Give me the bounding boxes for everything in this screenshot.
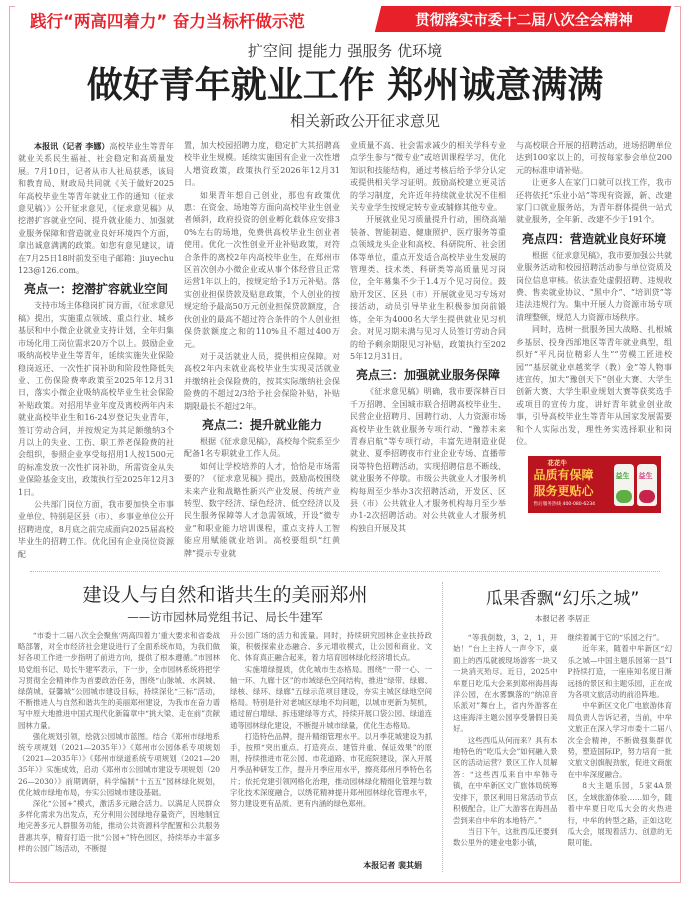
melon-article-title: 瓜果香飘“幻乐之城” xyxy=(485,589,640,609)
article-intro: 高校毕业生等青年就业关系民生福祉、社会稳定和高质量发展。7月10日，记者从市人社局获悉，该局和教育局、财政局共同就《关于做好2025年高校毕业生等青年就业工作的通知（征求意见稿）》公开征求意见，《征求意见稿》从挖潜扩容就业空间、提升就业能力、加强就业服务保障和营造就业良好环境四个方面，拿出诚意满满的政策。如您有意见建议，请在7月25日18时前发至电子邮箱：jiuyechu123@126.com。 xyxy=(18,142,174,276)
paragraph: 让更多人在家门口就可以找工作，我市还将依托“乐业小站”等现有资源，新、改建家门口就业服务站，为青年群体提供一站式就业服务，全年新、改建不少于191个。 xyxy=(516,178,672,225)
paragraph: 开展就业见习质量提升行动，围绕高端装备、智能制造、健康照护、医疗服务等重点领域龙头企业和高校、科研院所、社会团体等单位，重点开发适合高校毕业生发展的管理类、技术类、科研类等高质量见习岗位，全年募集不少于1.4万个见习岗位。鼓励开发区、区县（市）开展就业见习专场对接活动，动员引导毕业生积极参加岗前锻炼，全年为4000名大学生提供就业见习机会。对见习期未满与见习人员签订劳动合同的给予剩余期限见习补贴，政策执行至2025年12月31日。 xyxy=(350,215,506,361)
paragraph: 近年来，随着中牟新区“幻乐之城—中国主题乐园第一县”IP持续打造，一座座知名度日渐远扬的景区和主题乐园，正在成为各项文旅活动的前沿阵地。 xyxy=(567,644,672,700)
park-article-title: 建设人与自然和谐共生的美丽郑州 xyxy=(82,584,368,606)
paragraph: 置，加大校园招聘力度，稳定扩大其招聘高校毕业生规模。延续实施国有企业一次性增人增资政策，政策执行至2026年12月31日。 xyxy=(184,141,340,188)
melon-article-body xyxy=(453,632,672,849)
section-divider xyxy=(30,571,660,572)
paragraph: 升公园广场的活力和流量。同时，持续研究园林企业扶持政策，积极探索业态融合、多元增收模式，让公园和商业、文化、体育真正融合起来，着力培育园林绿化经济增长点。 xyxy=(230,631,432,663)
paragraph: “市委十二届八次全会聚焦‘两高四着力’重大要求和省委战略部署，对全市经济社会建设进行了全面系统布局，为我们做好各项工作进一步指明了前进方向，提供了根本遵循。”市园林局党组书记、局长牛建军表示，下一步，全市园林系统将把学习贯彻全会精神作为首要政治任务，围绕“山脉城、水润城、绿荫城、昼馨城”公园城市建设目标，持续深化“三标”活动，不断推进人与自然和谐共生的美丽郑州建设，为我市在奋力谱写中原大地推进中国式现代化新篇章中“挑大梁、走在前”贡献园林力量。 xyxy=(18,631,220,730)
paragraph: 8大主题乐园，5家4A景区，全域旅游体验……如今，随着中牟夏日吃瓜大会的火热进行，中牟的转型之路，正如这吃瓜大会，展现着活力、创意的无限可能。 xyxy=(567,781,672,848)
paragraph: 公共部门岗位方面，我市要加快全市事业单位、特别是区县（市）、乡事业单位公开招聘进度，8月底之前完成面向2025届高校毕业生的招聘工作。优化国有企业岗位资源配 xyxy=(18,499,174,559)
park-article-body xyxy=(18,630,432,854)
paragraph: “等我倒数，3，2，1，开始！”台上主持人一声令下，桌面上的西瓜就被现场游客一块又一块消灭殆尽。近日，2025中牟夏日吃瓜大会来到郑州海昌海洋公园，在水雾飘落的“纳凉音乐派对”舞台上，省内外游客在这座海洋主题公园享受暑假日美好。 xyxy=(453,633,558,734)
highlight-heading-4: 亮点四：营造就业良好环境 xyxy=(521,231,666,246)
fruit-icon xyxy=(639,490,655,503)
main-headline: 做好青年就业工作 郑州诚意满满 xyxy=(86,65,604,106)
page-frame xyxy=(9,6,681,883)
paragraph: 根据《征求意见稿》，我市要加强公共就业服务活动和校园招聘活动参与单位资质及岗位信息审核。依法查处虚假招聘、违规收费、售卖就业协议、“黑中介”、“培训贷”等违法违规行为。集中开展人力资源市场专项清理整顿，规范人力资源市场秩序。 xyxy=(516,250,672,322)
paragraph: 强化规划引领，绘就公园城市蓝图。结合《郑州市绿地系统专项规划（2021—2035年）》《郑州市公园体系专项规划（2021—2035年）》《郑州市绿道系统专项规划（2021—2035年）》实施成效，启动《郑州市公园城市建设专项规划（2026—2030）》前期调研，科学编制“十五五”园林绿化规划，优化城市绿地布局，夯实公园城市建设基础。 xyxy=(18,731,220,797)
article-column-4 xyxy=(516,140,672,513)
melon-article-column-left xyxy=(453,632,558,849)
park-article-subtitle: ——访市园林局党组书记、局长牛建军 xyxy=(127,610,323,624)
article-byline: 本报讯（记者 李娜） xyxy=(34,141,110,151)
paragraph: 中牟新区文化广电旅游体育局负责人告诉记者，当前，中牟文旅正在深入学习市委十二届八次全会精神，不断做强集群优势，塑造国际IP，努力培育一批文旅文创旗舰劲旅，促进文商旅在中牟深度融合。 xyxy=(567,701,672,779)
ad-slogan-line-2: 服务更贴心 xyxy=(533,484,594,499)
banner-slogan: 践行“两高四着力” 奋力当标杆做示范 xyxy=(26,8,309,32)
fruit-icon xyxy=(616,490,632,503)
ad-brand-logo: 花花牛 xyxy=(547,459,567,468)
ad-slogan-line-1: 品质有保障 xyxy=(533,468,594,483)
paragraph: 根据《征求意见稿》，高校每个院系至少配备1名专职就业工作人员。 xyxy=(184,436,340,459)
paragraph: 如果青年想自己创业，那也有政策优惠：在资金、场地等方面向高校毕业生创业者倾斜，政府投资的创业孵化载体应安排30%左右的场地，免费供高校毕业生创业者使用。优化一次性创业开业补贴政策，对符合条件的离校2年内高校毕业生，在郑州市区首次创办小微企业或从事个体经营且正常运营1年以上的，按规定给予1万元补贴。落实创业担保贷款及贴息政策，个人创业的按规定给予最高50万元创业担保贷款额度，合伙创业的最高不超过符合条件的个人创业担保贷款额度之和的110%且不超过400万元。 xyxy=(184,190,340,349)
headline-kicker: 扩空间 提能力 强服务 优环境 xyxy=(247,42,443,60)
melon-article-byline: 本报记者 李居正 xyxy=(535,614,590,623)
highlight-heading-2: 亮点二：提升就业能力 xyxy=(201,417,322,432)
headline-subhead: 相关新政公开征求意见 xyxy=(289,112,440,130)
bottom-section xyxy=(18,582,672,872)
page-frame-corner xyxy=(9,6,15,7)
section-banner xyxy=(18,6,672,36)
paragraph: 当日下午，这批西瓜还要到数公里外的建业电影小镇， xyxy=(453,826,558,848)
melon-article-column-right xyxy=(568,632,673,849)
park-article-column-right xyxy=(230,630,432,809)
paragraph: 继续着属于它的“乐园之行”。 xyxy=(567,633,664,642)
paragraph: 业质量不高、社会需求减少的相关学科专业点学生参与“微专业”或培训课程学习，优化知识和技能结构，通过考核后给予学分认定或提供相关学习证明。鼓励高校建立更灵活的学习制度，允许近年持续就业状况不佳相关专业学生按规定转专业或辅修其他专业。 xyxy=(350,141,506,213)
page-frame-corner xyxy=(674,6,681,7)
paragraph: 如何让学校培养的人才，恰恰是市场需要的？《征求意见稿》提出，鼓励高校围绕未来产业和战略性新兴产业发展、传统产业转型、数字经济、绿色经济、低空经济以及民生服务保障等人才急需领域，开设“微专业”和职业能力培训课程，重点支持人工智能应用赋能就业培训。高校要组织“红黄牌”提示专业就 xyxy=(184,461,340,558)
ad-service-hotline: 售后服务热线 400-080-6234 xyxy=(533,502,596,508)
paragraph: 与高校联合开展的招聘活动，进场招聘单位达到100家以上的，可按每家参会单位200元的标准申请补贴。 xyxy=(516,141,672,175)
main-article-body xyxy=(18,140,672,561)
paragraph: 深化“公园+”模式，激活多元融合活力。以满足人民群众多样化需求为出发点，充分利用公园绿地存量资产，因地制宜地完善多元人群服务功能，推动公共资源科学配置和公共服务普惠共享，精育打造一批“公园+”特色园区，持续举办丰富多样的公园广场活动，不断提 xyxy=(18,799,220,853)
paragraph: 支持市场主体稳岗扩岗方面，《征求意见稿》提出，实施重点领域、重点行业、城乡基层和中小微企业就业支持计划，全年归集市场化用工岗位需求20万个以上。鼓励企业吸纳高校毕业生等青年，延续实施失业保险稳岗返还、一次性扩岗补助和阶段性降低失业、工伤保险费率政策至2025年12月31日，落实小微企业吸纳高校毕业生社会保险补贴政策。对招用毕业年度及离校两年内未就业高校毕业生和16-24岁登记失业青年，签订劳动合同，并按规定为其足额缴纳3个月以上的失业、工伤、职工养老保险费的社会组织，参照企业享受每招用1人按1500元的标准发放一次性扩岗补助，所需资金从失业保险基金支出，政策执行至2025年12月31日。 xyxy=(18,301,174,497)
yogurt-pack-icon xyxy=(614,464,634,506)
yogurt-pack-icon xyxy=(637,464,657,506)
pack-label: 益生 xyxy=(638,472,653,481)
park-article-column-left xyxy=(18,630,220,854)
melon-article xyxy=(443,582,672,872)
article-lead xyxy=(18,140,174,277)
article-column-2 xyxy=(184,140,340,560)
article-column-1 xyxy=(18,140,174,561)
highlight-heading-1: 亮点一：挖潜扩容就业空间 xyxy=(23,282,168,297)
paragraph: 《征求意见稿》明确，我市要深耕百日千万招聘、全国城市联合招聘高校毕业生、民营企业招聘月、国聘行动、人力资源市场高校毕业生就业服务专项行动、“豫荐未来青春启航”等专项行动，丰富先进制造业促就业、夏季招聘夜市行业企业专场、直播带岗等特色招聘活动，实现招聘信息不断线、就业服务不停歇。市级公共就业人才服务机构每周至少举办3次招聘活动，开发区、区县（市）公共就业人才服务机构每月至少举办1-2次招聘活动。对公共就业人才服务机构独自开展及其 xyxy=(350,387,506,533)
banner-tag: 贯彻落实市委十二届八次全会精神 xyxy=(415,13,633,29)
park-article xyxy=(18,582,442,872)
paragraph: 同时，选树一批服务国大战略、扎根城乡基层、投身西部地区等青年就业典型，组织好“平凡岗位精彩人生”“劳模工匠进校园”“基层就业卓越奖学（教）金”等人物事迹宣传，加大“豫创天下”创业大赛、大学生创新大赛、大学生职业规划大赛等获奖选手或项目的宣传力度，讲好青年就业创业故事，引导高校毕业生等青年从国家发展需要和个人实际出发，理性务实选择职业和岗位。 xyxy=(516,325,672,446)
article-column-3 xyxy=(350,140,506,535)
pack-label: 益生 xyxy=(615,472,630,481)
paragraph: 打造特色品牌，提升精细管理水平。以月季花城建设为抓手，按照“突出重点、打造亮点、建管并重、保证效果”的原则，持续推进市花公园、市花道路、市花庭院建设，深入开展月季品种研发工作，提升月季应用水平，擦亮郑州月季特色名片；依托党建引领网格化治理，推动园林绿化精细化管理与数字化技术深度融合，以绣花精神提升郑州园林绿化管理水平，努力建设更有品质、更有内涵的绿色郑州。 xyxy=(230,731,432,809)
paragraph: 实施增绿提质，优化城市生态格局。围绕“一带一心、一轴一环、九廊十区”的市域绿色空间结构，推进“绿带、绿廊、绿核、绿环、绿廊”五绿示范项目建设，夯实主城区绿地空间格局。特别是针对老城区绿地不均问题，以城市更新为契机，通过留白增绿、拆违建绿等方式，持续开展口袋公园、绿道连通等园林绿化建设，不断提升城市绿量，优化生态格局。 xyxy=(230,664,432,730)
paragraph: 这些西瓜从何而来？具有本地特色的“吃瓜大会”如何融入景区的活动运营？景区工作人员解答：“这些西瓜来自中牟韩寺镇，在中牟新区文广旅体局统筹安排下，景区利用日常活动节点积极配合，让广大游客在海昌品尝到来自中牟的本地特产。” xyxy=(453,735,558,825)
paragraph: 对于灵活就业人员，提供相应保障。对高校2年内未就业高校毕业生实现灵活就业并缴纳社会保险费的，按其实际缴纳社会保险费的不超过2/3给予社会保险补贴，补贴期限最长不超过2年。 xyxy=(184,351,340,411)
highlight-heading-3: 亮点三：加强就业服务保障 xyxy=(355,368,500,383)
park-article-author: 本报记者 裴其娟 xyxy=(363,860,422,871)
advertisement[interactable] xyxy=(528,456,661,513)
